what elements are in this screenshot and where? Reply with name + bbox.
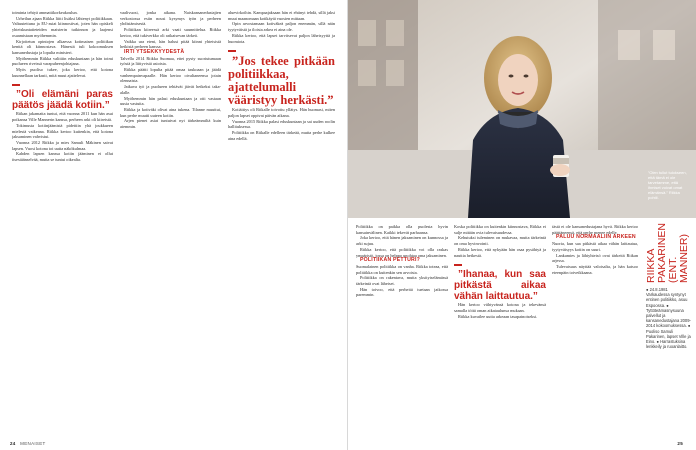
paragraph: Politiikan kiireessä arki vaati suunnittelua. Riikka kertoo, että tukiverkko oli ratkaisevan tärkeä. [120,27,221,38]
paragraph: Lankamies ja lähiyhteisö ovat tärkeitä Riikan arjessa. [552,252,638,264]
paragraph: Riikan jakamatta tuntui, että vuonna 2011 kun hän asui poikansa Ville Mannerin kanssa, perheen arki oli kiireistä. [12,111,113,123]
section-subhead: POLITIIKAN PETTURI? [360,257,420,264]
pull-quote: ”Jos tekee pitkään politiikkaa, ajattelumalli vääristyy herkästi.” [228,54,335,108]
paragraph: Suomalainen politiikka on vanha. Riikka toteaa, että politiikka on kuitenkin sen arvoista. [356,263,448,275]
quote-rule [228,50,236,52]
paragraph: vaalivuosi, jonka aikana. Naiskansanedustajien verkostossa esiin nousi kysymys työn ja perheen yhdistämisestä. [120,10,221,27]
paragraph: Myös puoliso tukee, joka kertoo, että kotona kuunnellaan tarkasti, mitä muut ajattelevat. [12,67,113,78]
paragraph: Hän kertoo viihtyvänsä kotona ja tekevänsä samalla töitä oman aikataulunsa mukaan. [454,302,546,313]
paragraph: Kahden lapsen kanssa kotiin jääminen ei ollut itsestäänselvää, mutta se tuntui oikealta. [12,151,113,163]
page-number: 25 [677,441,683,446]
paragraph: Politiikka on paikka olla puolesta hyvin kansainvälinen. Kaikki tekevät parhaansa. [356,224,448,235]
paragraph: Myöhemmin hän palasi eduskuntaan ja otti vastaan uusia vastuita. [120,95,221,107]
paragraph: Vuonna 2015 Riikka palasi eduskuntaan ja sai uuden roolin hallituksessa. [228,118,335,130]
right-column-1 [356,224,448,426]
paragraph: Tulevaisuus näyttää valoisalta, ja hän katsoo eteenpäin toiveikkaana. [552,263,638,275]
right-footer [677,441,686,446]
paragraph: toiminta tehtyä ammattikorkeakoulun. [12,10,78,15]
paragraph: Riikka ja kotiväki olivat aina tukena. Tilanne muuttui, kun perhe muutti uuteen kotiin. [120,106,221,118]
portrait-photo [348,0,696,218]
paragraph: Riikka kertoo, että nykyään hän osaa pysähtyä ja nauttia hetkestä. [454,246,546,258]
paragraph: Myöhemmin Riikka valittiin eduskuntaan ja hän toimi puolueen riveissä varapuheenjohtajana. [12,55,113,67]
paragraph: Koska politiikka on kuitenkin kiinnostava, Riikka ei sulje mitään ovia tulevaisuudessa. [454,224,546,235]
left-column-1 [12,10,113,435]
photo-caption: ”Olen tullut tulokseen, että tämä ei ole tarvetamme, että ihmiset voivat omat elämänsä.” Riikka pohtii. [648,170,687,200]
left-column-3 [228,10,335,435]
paragraph: Vaikka ura eteni, hän halusi pitää kiinni yhteisistä hetkistä perheen kanssa. [120,38,221,50]
pull-quote: ”Ihanaa, kun saa pitkästä aikaa vähän laittautua.” [454,269,546,303]
paragraph: Talvella 2014 Riikka Suomaa, ettei pysty suoriutumaan työstä ja liittyvistä asioista. [120,55,221,67]
paragraph: Jatkava työ ja puolueen tehtävät jäivät hetkeksi taka-alalle. [120,84,221,95]
paragraph: Kehutuksi tuleminen on mukavaa, mutta tärkeintä on oma hyvinvointi. [454,235,546,247]
paragraph: Hän toivoo, että perheitä tuetaan jatkossa paremmin. [356,286,448,298]
paragraph: aluevirkoihin. Kampaajaksaan hän ei ehtinyt tehdä, sillä jaksi muut maanomaan kotikäytä vuosien mittaan. [228,10,335,21]
quote-rule [12,84,20,86]
paragraph: Politiikka on Riikalle edelleen tärkeää, mutta perhe kulkee aina edellä. [228,130,335,141]
paragraph: Vuonna 2012 Riikka ja mies Samuli Mäkinen saivat lapsen. Vuosi kotona toi uutta näkökulmaa. [12,139,113,151]
paragraph: Tokimusta kotiinjäämistä pidettiin yhä joukkueen mielestä vaikeana. Riikka kertoo kuitenkin, että kotona jaksaminen vahvistui. [12,122,113,140]
paragraph: Politiikka on rakentava, mutta yksityiselämässä tärkeintä ovat läheiset. [356,275,448,287]
paragraph: Riikka päätti lopulta pitää omaa taukoaan ja jäädä vanhempainvapaalle. Hän kertoo oivaltaneensa jotain olennaista. [120,67,221,84]
section-subhead: PALUU NORMAALIIN ARKEEN [556,234,636,241]
paragraph: Urheilun ajaan Riikka liitti lisäksi lähtenyt politiikkaan. Valtuutettuna ja EU-asiat kiinnostivat, joten hän opiskeli yhteiskuntatieteiden maisterin tutkinnon ja laajensi osaamistaan myöhemmin. [12,15,113,38]
pull-quote: ”Oli elämäni paras päätös jäädä kotiin.” [12,89,113,112]
section-subhead: IRTI YTSEKKYYDESTÄ [124,48,185,55]
paragraph: Kotiäitiys oli Riikalle toivottu yllätys. Hän huomasi, miten paljon lapset oppivat päivän aikana. [228,107,335,118]
paragraph: Riikka kertoo, että politiikka voi olla raskas ympäristö, jossa on helppo unohtaa oma jaksaminen. [356,246,448,258]
sidebar-title: RIIKKA PAKARINEN (ENT. MANNER) [645,223,690,283]
paragraph: Riikka kuvailee uutta arkeaan tasapainoiseksi. [458,313,538,319]
photo-illustration [348,0,696,218]
paragraph: Nuoria, kun saa pitkästä aikaa vähän laittautua, tyytyväisyys kotiin on suuri. [552,241,638,252]
paragraph: Arjen pienet asiat tuntuivat nyt tärkeämmiltä kuin aiemmin. [120,118,221,130]
left-footer [10,441,46,446]
quote-rule [454,264,462,266]
sidebar-body: ● 24.8.1981 Varkaudessa syntynyt entinen politiikko, asuu Espoossa. ● Tyttöteämasnysuuna palvellut ja kansanedustajana 2009-2014 kokoomuksessa. ● Puoliso Samuli Pakarinen, lapset Ville ja Eino. ● Harrastuksina lenkkeily ja ruoanlaitto. [646,287,691,350]
left-column-2 [120,10,221,435]
bio-sidebar [646,225,696,430]
right-column-2 [454,224,546,426]
paragraph: Riikka kertoo, että lapset tarvitsevat paljon läheisyyttä ja huomiota. [228,32,335,44]
magazine-name: MENAISET [20,441,46,446]
paragraph: tästä ei ole kansanedustajana hyvä. Riikka kertoo päättäneensä, että perhe menee edelle. [552,224,638,235]
paragraph: Joka kertoo, että hänen jaksaminen on kunnossa ja arki sujuu. [356,235,448,247]
right-column-3 [552,224,638,426]
paragraph: Opin arvostamaan kotiväkeä paljon enemmän, sillä näin tyytyväistä ja iloista arkea ei aina ole. [228,21,335,33]
page-number: 24 [10,441,16,446]
paragraph: Kirjoitetun opintojen alkaessa kotimaisen politiikan kenttä oli kiinnostava. Hänestä tuli kokoomuksen kansanedustaja ja lopulta ministeri. [12,38,113,55]
